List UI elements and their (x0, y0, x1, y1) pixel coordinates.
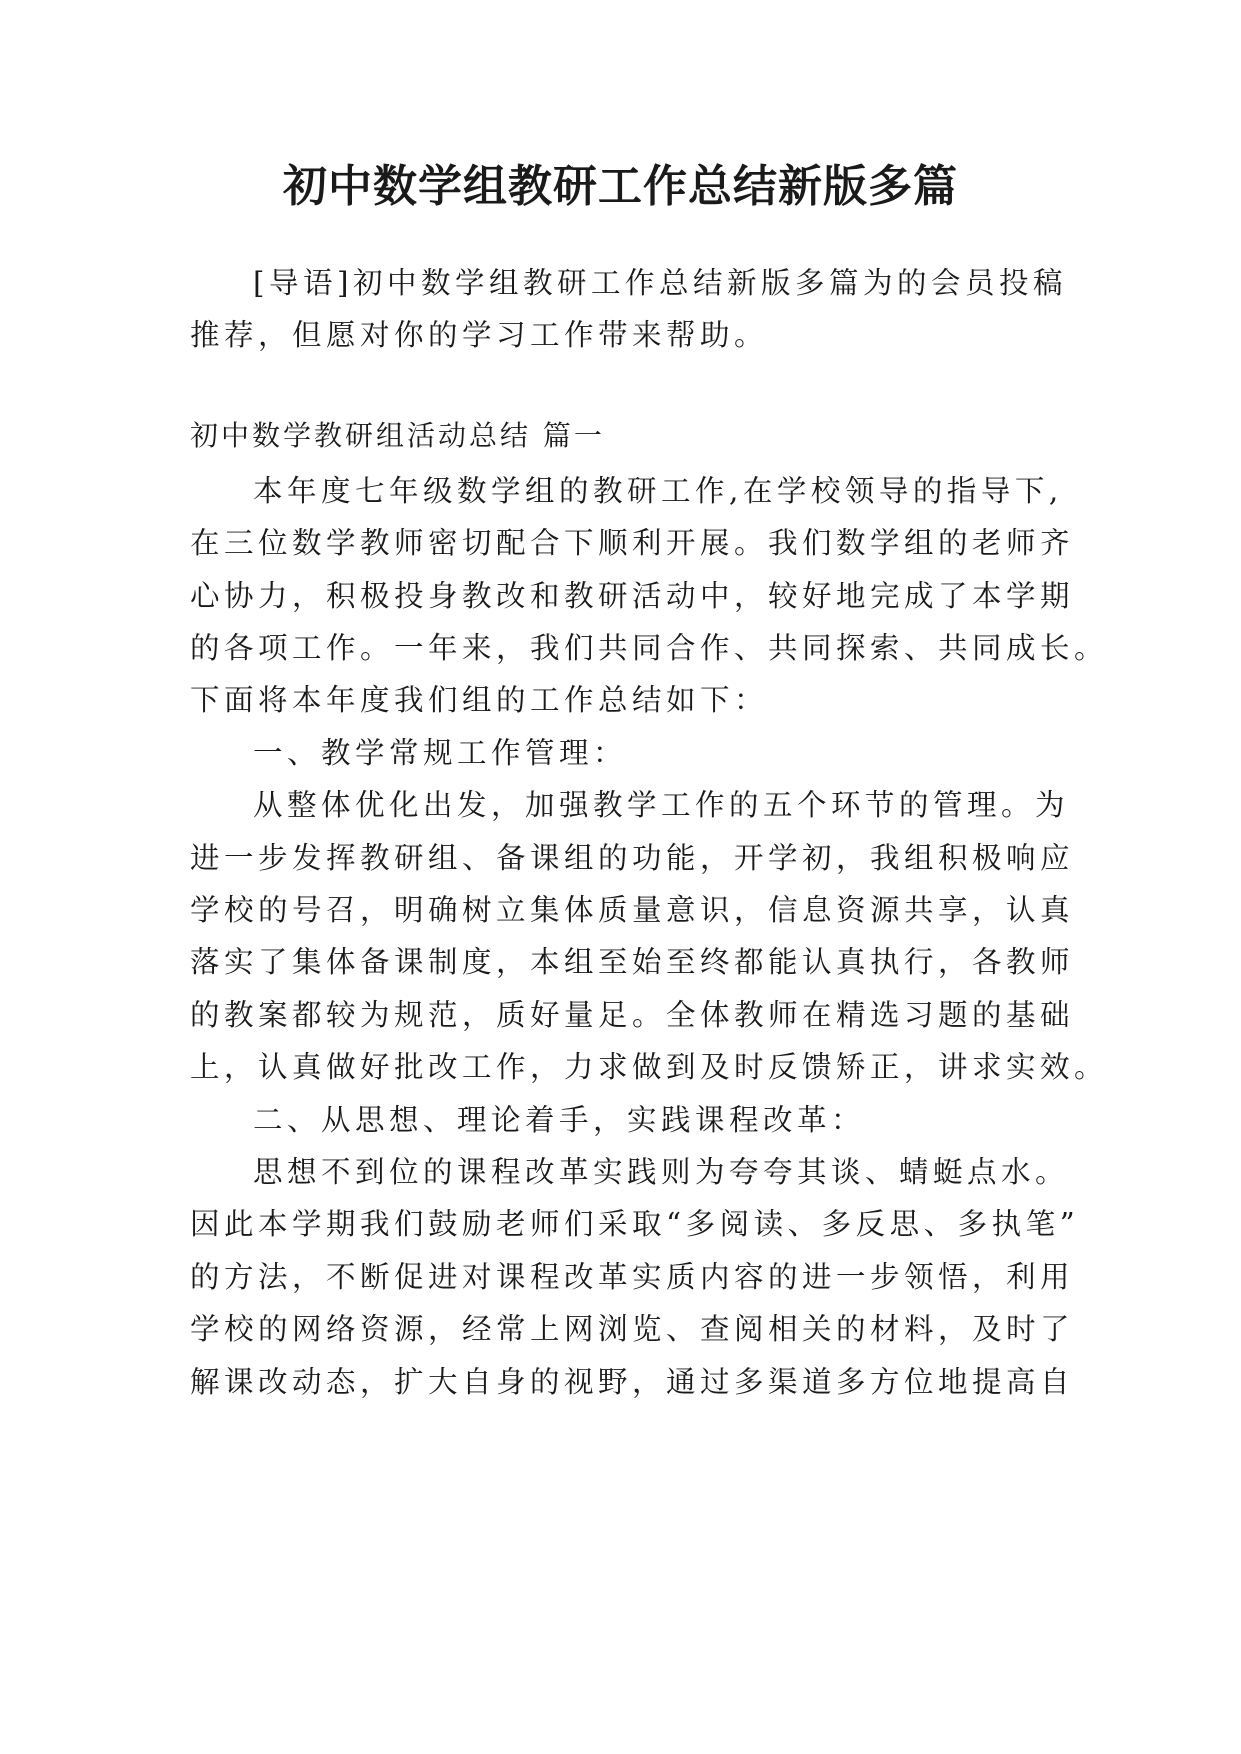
body-line: 学校的网络资源，经常上网浏览、查阅相关的材料，及时了 (190, 1312, 1075, 1346)
body-line: 上，认真做好批改工作，力求做到及时反馈矫正，讲求实效。 (190, 1050, 1109, 1084)
body-line: 的教案都较为规范，质好量足。全体教师在精选习题的基础 (190, 998, 1075, 1032)
body-line: 因此本学期我们鼓励老师们采取“多阅读、多反思、多执笔” (190, 1207, 1080, 1241)
body-line: 解课改动态，扩大自身的视野，通过多渠道多方位地提高自 (190, 1365, 1075, 1399)
body-line: 下面将本年度我们组的工作总结如下： (190, 683, 769, 717)
intro-line-2: 推荐，但愿对你的学习工作带来帮助。 (190, 318, 769, 352)
body-line: 学校的号召，明确树立集体质量意识，信息资源共享，认真 (190, 893, 1075, 927)
subheading: 一、教学常规工作管理： (253, 736, 628, 770)
body-line: 的方法，不断促进对课程改革实质内容的进一步领悟，利用 (190, 1260, 1075, 1294)
subheading: 二、从思想、理论着手，实践课程改革： (253, 1103, 866, 1137)
body-line: 落实了集体备课制度，本组至始至终都能认真执行，各教师 (190, 945, 1075, 979)
page-title: 初中数学组教研工作总结新版多篇 (283, 161, 958, 212)
body-line: 思想不到位的课程改革实践则为夸夸其谈、蜻蜓点水。 (253, 1155, 1070, 1189)
intro-line-1: [导语]初中数学组教研工作总结新版多篇为的会员投稿 (253, 266, 1068, 300)
body-line: 进一步发挥教研组、备课组的功能，开学初，我组积极响应 (190, 841, 1075, 875)
body-line: 的各项工作。一年来，我们共同合作、共同探索、共同成长。 (190, 631, 1109, 665)
body-line: 心协力，积极投身教改和教研活动中，较好地完成了本学期 (190, 579, 1075, 613)
body-line: 在三位数学教师密切配合下顺利开展。我们数学组的老师齐 (190, 526, 1075, 560)
body-line: 本年度七年级数学组的教研工作,在学校领导的指导下, (253, 474, 1063, 508)
section-heading: 初中数学教研组活动总结 篇一 (190, 419, 605, 452)
body-line: 从整体优化出发，加强教学工作的五个环节的管理。为 (253, 788, 1070, 822)
